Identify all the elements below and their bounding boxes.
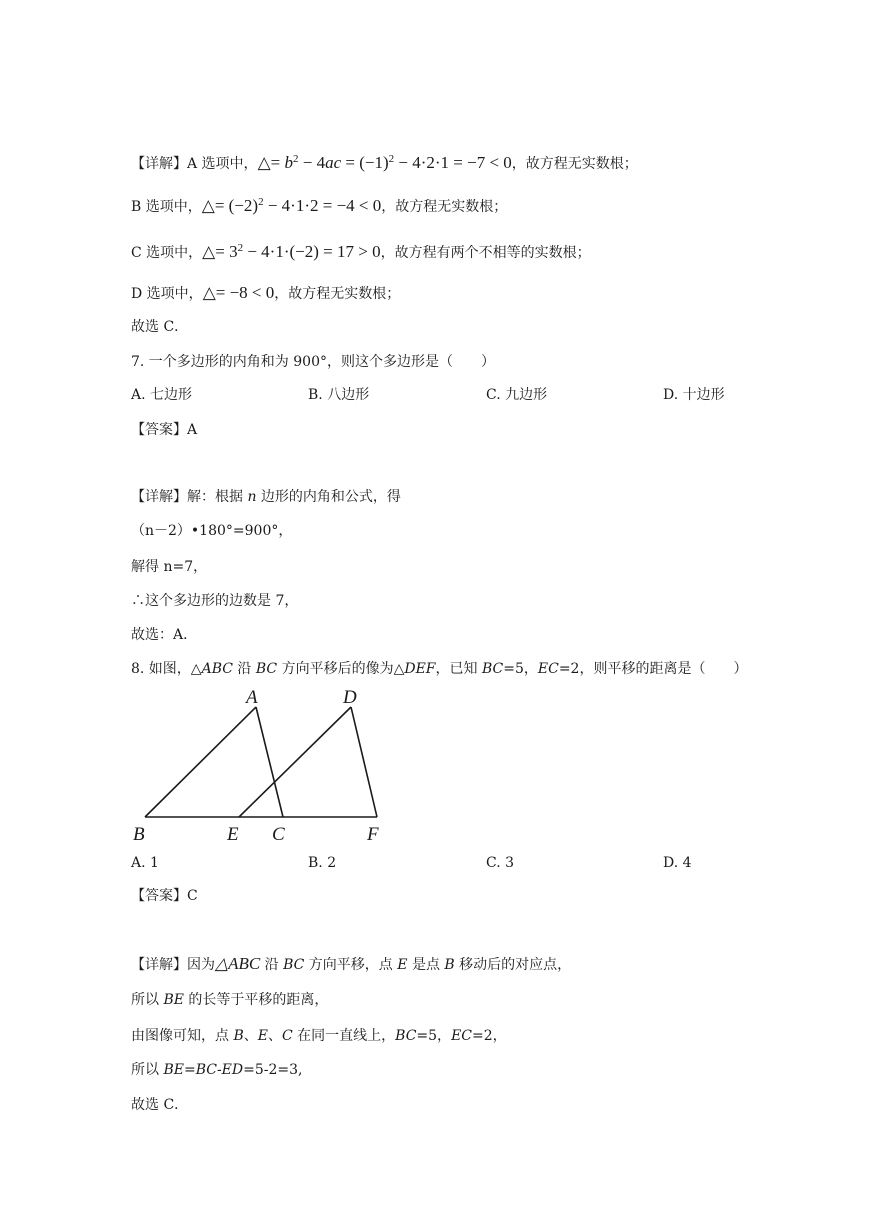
q8-stem-part: 沿 — [232, 661, 256, 677]
detail-line-c — [131, 242, 591, 263]
q8-d3-b: B — [233, 1028, 244, 1044]
q7-formula: （n－2）•180°=900°， — [131, 523, 293, 539]
q7-detail — [131, 487, 401, 507]
choose-c-line: 故选 C． — [131, 319, 189, 335]
q8-d3-part: =2， — [472, 1028, 507, 1044]
detail-a-prefix: 【详解】A 选项中， — [131, 156, 258, 172]
detail-c-suffix: ，故方程有两个不相等的实数根； — [380, 245, 591, 261]
q8-stem-bc: BC — [255, 661, 278, 677]
label-d: D — [343, 687, 357, 708]
segment-ba — [145, 707, 256, 817]
label-c: C — [272, 824, 285, 845]
q8-d4-expr: BE=BC-ED — [163, 1062, 244, 1078]
q8-stem-bc2: BC — [481, 661, 504, 677]
q8-d2-part: 所以 — [131, 992, 164, 1008]
formula-b: △= $(-2)^2 - 4\cdot 1\cdot 2 = -4 < 0$ — [201, 196, 382, 215]
q8-d4-part: =5-2=3, — [243, 1062, 303, 1078]
q8-d1-part: 移动后的对应点， — [454, 957, 572, 973]
q8-option-b: B. 2 — [308, 855, 337, 871]
q7-detail-prefix: 【详解】解：根据 — [131, 489, 248, 505]
detail-line-a — [131, 153, 638, 174]
q8-stem-ec: EC — [537, 661, 559, 677]
q7-option-c: C. 九边形 — [486, 387, 548, 403]
detail-line-b — [131, 196, 507, 217]
segment-df — [351, 707, 377, 817]
q8-d4-part: 所以 — [131, 1062, 164, 1078]
detail-d-suffix: ，故方程无实数根； — [274, 286, 401, 302]
q8-d1-part: 沿 — [260, 957, 284, 973]
label-b: B — [133, 824, 145, 845]
q8-d3-part: =5， — [416, 1028, 452, 1044]
q8-option-d: D. 4 — [663, 855, 692, 871]
q8-d2-be: BE — [163, 992, 184, 1008]
q8-option-a: A. 1 — [131, 855, 159, 871]
q8-detail-1 — [131, 954, 571, 975]
q7-option-a: A. 七边形 — [131, 387, 193, 403]
q7-conclusion: ∴这个多边形的边数是 7， — [131, 593, 299, 609]
q8-option-c: C. 3 — [486, 855, 515, 871]
q8-stem-part: 8. 如图，△ — [131, 661, 202, 677]
segment-ac — [256, 707, 283, 817]
label-e: E — [227, 824, 239, 845]
detail-b-suffix: ，故方程无实数根； — [381, 199, 508, 215]
q8-answer: 【答案】C — [131, 888, 198, 904]
q8-d1-e: E — [397, 957, 408, 973]
q8-d1-bc: BC — [283, 957, 305, 973]
q7-choose: 故选：A． — [131, 627, 198, 643]
q8-figure — [125, 685, 395, 850]
q8-stem-part: =5， — [503, 661, 538, 677]
label-f: F — [367, 824, 379, 845]
label-a: A — [246, 687, 258, 708]
q8-d3-part: 、 — [267, 1028, 282, 1044]
q7-detail-suffix: 边形的内角和公式，得 — [256, 489, 401, 505]
q8-stem-part: =2，则平移的距离是（ ） — [558, 661, 748, 677]
segment-ed — [239, 707, 351, 817]
q8-stem — [131, 659, 747, 679]
q7-option-b: B. 八边形 — [308, 387, 370, 403]
q8-stem-part: 方向平移后的像为△ — [277, 661, 405, 677]
formula-c: △= $3^2 - 4\cdot 1\cdot(-2) = 17 > 0$ — [202, 242, 381, 261]
q8-stem-def: DEF — [404, 661, 436, 677]
q8-stem-part: ，已知 — [435, 661, 482, 677]
q8-detail-4 — [131, 1060, 303, 1080]
q7-stem: 7. 一个多边形的内角和为 900°，则这个多边形是（ ） — [131, 354, 495, 370]
q8-d1-b: B — [444, 957, 455, 973]
q8-d1-part: 是点 — [407, 957, 445, 973]
formula-a: △= $b^2 - 4ac = (-1)^2 - 4\cdot 2\cdot 1 = -7 < 0$ — [257, 153, 512, 172]
detail-d-prefix: D 选项中， — [131, 286, 203, 302]
q7-solve: 解得 n=7， — [131, 559, 208, 575]
q8-d3-bc: BC — [395, 1028, 417, 1044]
detail-b-prefix: B 选项中， — [131, 199, 202, 215]
q8-stem-abc: ABC — [201, 661, 233, 677]
q8-detail-3 — [131, 1026, 507, 1046]
q8-d1-triangle: △ABC — [215, 954, 261, 973]
q8-d3-part: 由图像可知，点 — [131, 1028, 234, 1044]
detail-a-suffix: ，故方程无实数根； — [511, 156, 638, 172]
q7-option-d: D. 十边形 — [663, 387, 725, 403]
q8-d3-e: E — [257, 1028, 268, 1044]
q8-d1-part: 方向平移，点 — [304, 957, 398, 973]
detail-line-d — [131, 283, 400, 304]
formula-d: △= −8 < 0 — [202, 283, 275, 302]
q8-d3-c: C — [281, 1028, 293, 1044]
q7-detail-n: n — [247, 489, 257, 505]
q8-choose: 故选 C． — [131, 1097, 189, 1113]
detail-c-prefix: C 选项中， — [131, 245, 203, 261]
q8-d3-part: 在同一直线上， — [292, 1028, 396, 1044]
q7-answer: 【答案】A — [131, 422, 198, 438]
q8-d2-part: 的长等于平移的距离， — [183, 992, 329, 1008]
q8-detail-2 — [131, 990, 328, 1010]
q8-d1-part: 【详解】因为 — [131, 957, 215, 973]
q8-d3-part: 、 — [243, 1028, 258, 1044]
q8-d3-ec: EC — [451, 1028, 472, 1044]
